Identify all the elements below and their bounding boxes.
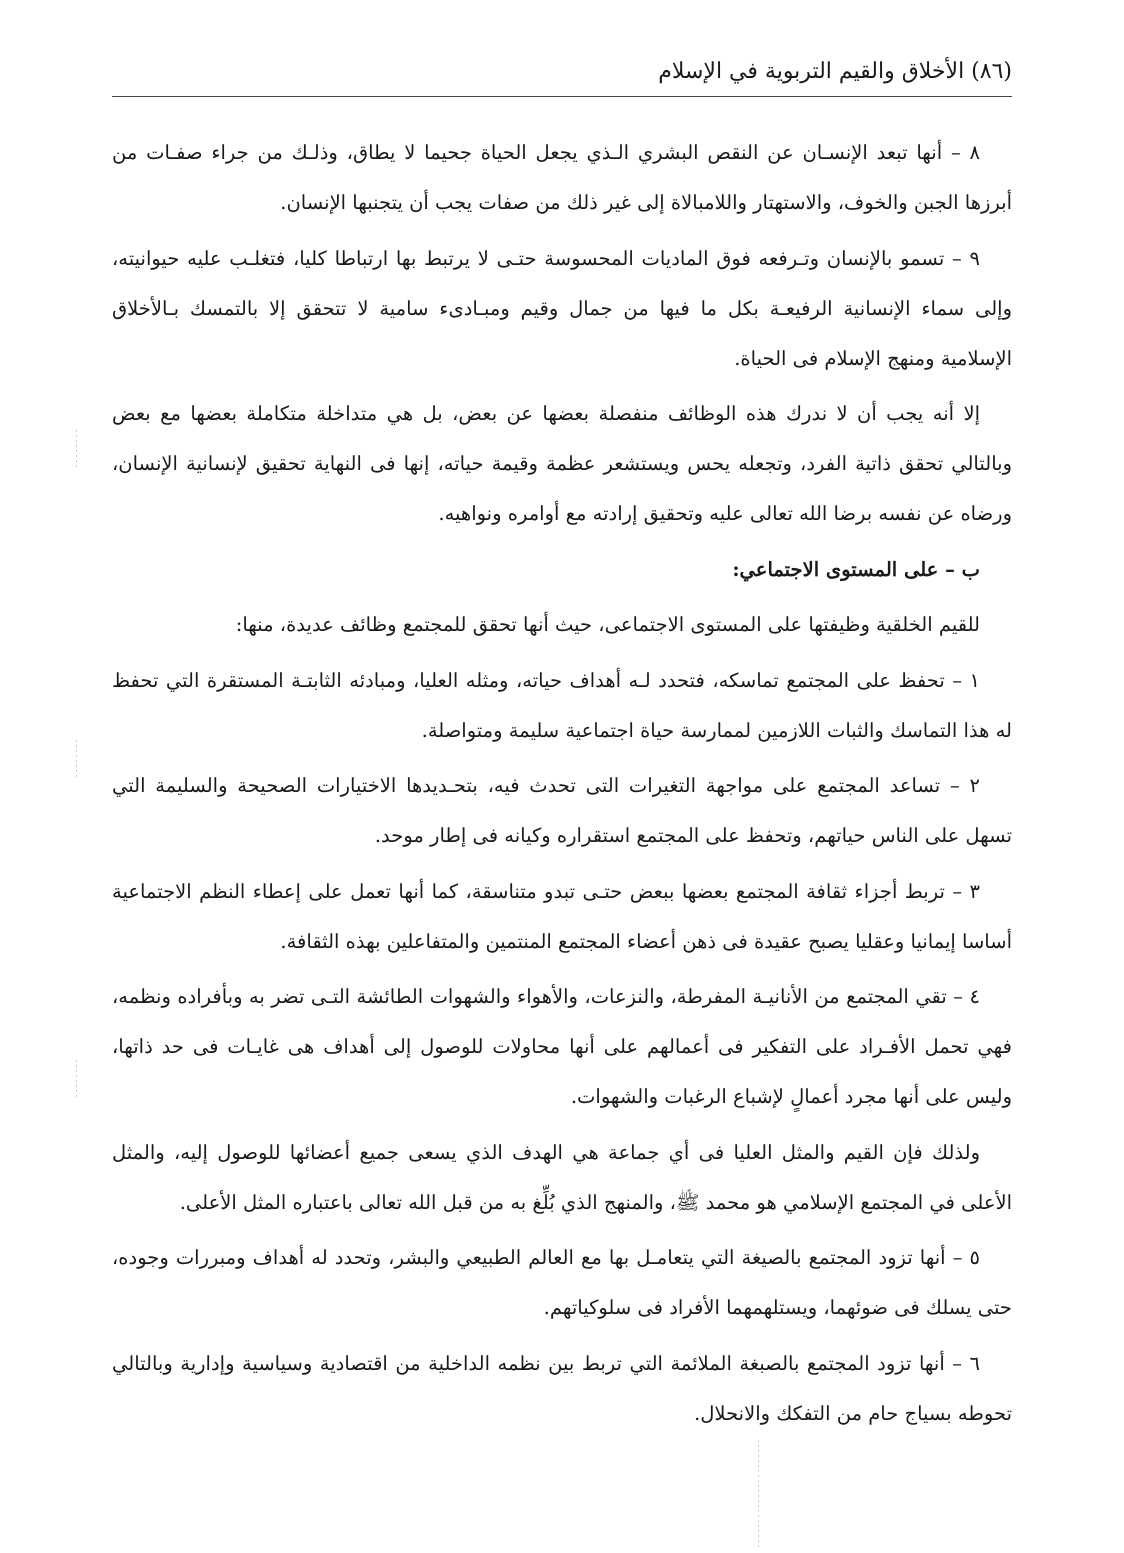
header-rule [112,96,1012,97]
paragraph-functions-integration: إلا أنه يجب أن لا ندرك هذه الوظائف منفصلة بعضها عن بعض، بل هي متداخلة متكاملة بعضها مع بعض وبالتالي تحقق ذاتية الفرد، وتجعله يحس ويستشعر عظمة وقيمة حياته، إنها فى النهاية تحقيق لإنسانية الإنسان، ورضاه عن نفسه برضا الله تعالى عليه وتحقيق إرادته مع أوامره ونواهيه. [112,402,1012,525]
paragraph-item-3: ٣ – تربط أجزاء ثقافة المجتمع بعضها ببعض حتـى تبدو متناسقة، كما أنها تعمل على إعطاء النظم الاجتماعية أساسا إيمانيا وعقليا يصبح عقيدة فى ذهن أعضاء المجتمع المنتمين والمتفاعلين بهذه الثقافة. [112,879,1012,953]
scan-margin-mark [76,740,77,780]
paragraph-item-5: ٥ – أنها تزود المجتمع بالصيغة التي يتعامـل بها مع العالم الطبيعي والبشر، وتحدد له أهداف ومبررات وجوده، حتى يسلك فى ضوئهما، ويستلهمهما الأفراد فى سلوكياتهم. [112,1246,1012,1319]
paragraph-item-4: ٤ – تقي المجتمع من الأنانيـة المفرطة، والنزعات، والأهواء والشهوات الطائشة التـى تضر به وبأفراده ونظمه، فهي تحمل الأفـراد على التفكير فى أعمالهم على أنها محاولات للوصول إلى أهداف هى غايـات فى حد ذاتها، وليس على أنها مجرد أعمالٍ لإشباع الرغبات والشهوات. [112,985,1012,1108]
paragraph-item-2: ٢ – تساعد المجتمع على مواجهة التغيرات التى تحدث فيه، بتحـديدها الاختيارات الصحيحة والسليمة التي تسهل على الناس حياتهم، وتحفظ على المجتمع استقراره وكيانه فى إطار موحد. [112,774,1012,847]
paragraph-social-intro: للقيم الخلقية وظيفتها على المستوى الاجتماعى، حيث أنها تحقق للمجتمع وظائف عديدة، منها: [235,613,980,636]
running-header-title: (٨٦) الأخلاق والقيم التربوية في الإسلام [658,59,1012,84]
paragraph-item-8: ٨ – أنها تبعد الإنسـان عن النقص البشري الـذي يجعل الحياة جحيما لا يطاق، وذلـك من جراء صفـات من أبرزها الجبن والخوف، والاستهتار واللامبالاة إلى غير ذلك من صفات يجب أن يتجنبها الإنسان. [112,141,1012,214]
paragraph-ideals: ولذلك فإن القيم والمثل العليا فى أي جماعة هي الهدف الذي يسعى جميع أعضائها للوصول إليه، والمثل الأعلى في المجتمع الإسلامي هو محمد ﷺ، والمنهج الذي بُلِّغ به من قبل الله تعالى باعتباره المثل الأعلى. [112,1140,1012,1214]
scan-margin-mark [76,430,77,470]
scan-margin-mark [76,1060,77,1100]
section-heading-social-level: ب – على المستوى الاجتماعي: [732,557,980,581]
scan-margin-mark [758,1440,759,1550]
paragraph-item-9: ٩ – تسمو بالإنسان وتـرفعه فوق الماديات المحسوسة حتـى لا يرتبط بها ارتباطا كليا، فتغلـب عليه حيوانيته، وإلى سماء الإنسانية الرفيعـة بكل ما فيها من جمال وقيم ومبـادىء سامية لا تتحقق إلا بالتمسك بـالأخلاق الإسلامية ومنهج الإسلام فى الحياة. [112,246,1012,370]
running-header [112,52,1012,92]
body-text [112,128,1012,1444]
paragraph-item-6: ٦ – أنها تزود المجتمع بالصبغة الملائمة التي تربط بين نظمه الداخلية من اقتصادية وسياسية وإدارية وبالتالي تحوطه بسياج حام من التفكك والانحلال. [112,1351,1012,1425]
paragraph-item-1: ١ – تحفظ على المجتمع تماسكه، فتحدد لـه أهداف حياته، ومثله العليا، ومبادئه الثابتـة المستقرة التي تحفظ له هذا التماسك والثبات اللازمين لممارسة حياة اجتماعية سليمة ومتواصلة. [112,668,1012,742]
